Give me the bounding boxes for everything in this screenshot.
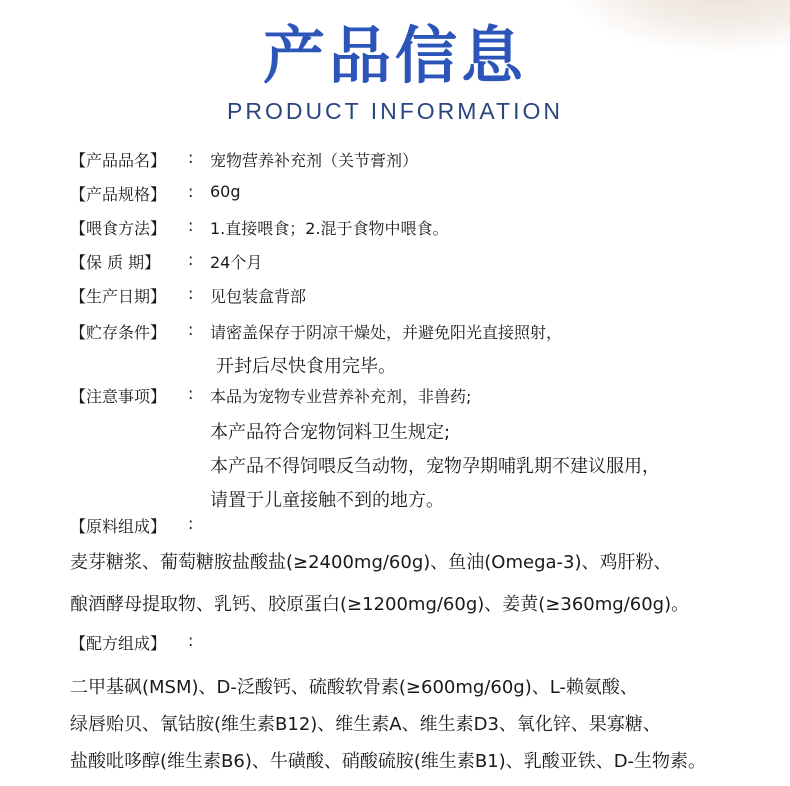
field-label: 【原料组成】	[70, 517, 167, 536]
ingredients-line: 酿酒酵母提取物、乳钙、胶原蛋白(≥1200mg/60g)、姜黄(≥360mg/60g)。	[70, 594, 690, 615]
formula-line: 盐酸吡哆醇(维生素B6)、牛磺酸、硝酸硫胺(维生素B1)、乳酸亚铁、D-生物素。	[70, 751, 707, 772]
storage-continuation: 开封后尽快食用完毕。	[216, 356, 396, 377]
field-colon: :	[188, 182, 194, 201]
field-shelf-life	[70, 250, 262, 273]
field-ingredients	[70, 514, 210, 537]
formula-line: 二甲基砜(MSM)、D-泛酸钙、硫酸软骨素(≥600mg/60g)、L-赖氨酸、	[70, 677, 638, 698]
formula-line: 绿唇贻贝、氰钴胺(维生素B12)、维生素A、维生素D3、氧化锌、果寡糖、	[70, 714, 661, 735]
field-label: 【产品品名】	[70, 151, 167, 170]
field-colon: :	[188, 148, 194, 167]
field-notes	[70, 384, 471, 407]
field-label: 【配方组成】	[70, 634, 167, 653]
field-label: 【注意事项】	[70, 387, 167, 406]
page-title: 产品信息	[262, 19, 527, 92]
field-value: 24个月	[210, 253, 263, 272]
page-subtitle: PRODUCT INFORMATION	[227, 98, 563, 124]
field-label: 【产品规格】	[70, 185, 167, 204]
field-value: 60g	[210, 182, 241, 201]
field-value: 请密盖保存于阴凉干燥处，并避免阳光直接照射，	[210, 323, 563, 342]
field-label: 【贮存条件】	[70, 323, 167, 342]
field-value: 宠物营养补充剂（关节膏剂）	[210, 151, 419, 170]
field-label: 【喂食方法】	[70, 219, 167, 238]
field-value: 1.直接喂食；2.混于食物中喂食。	[210, 219, 449, 238]
field-feeding-method	[70, 216, 449, 239]
field-colon: :	[188, 384, 194, 403]
field-colon: :	[188, 320, 194, 339]
field-storage	[70, 320, 562, 343]
field-value: 本品为宠物专业营养补充剂，非兽药;	[210, 387, 472, 406]
field-colon: :	[188, 216, 194, 235]
field-colon: :	[188, 284, 194, 303]
field-production-date	[70, 284, 306, 307]
ingredients-line: 麦芽糖浆、葡萄糖胺盐酸盐(≥2400mg/60g)、鱼油(Omega-3)、鸡肝粉、	[70, 552, 672, 573]
field-colon: :	[188, 250, 194, 269]
field-label: 【生产日期】	[70, 287, 167, 306]
field-colon: :	[188, 514, 194, 533]
field-colon: :	[188, 631, 194, 650]
field-label: 【保 质 期】	[70, 253, 161, 272]
notes-line: 请置于儿童接触不到的地方。	[210, 490, 444, 511]
notes-line: 本产品符合宠物饲料卫生规定;	[210, 422, 451, 443]
field-product-name	[70, 148, 418, 171]
field-value: 见包装盒背部	[210, 287, 307, 306]
notes-line: 本产品不得饲喂反刍动物，宠物孕期哺乳期不建议服用，	[210, 456, 660, 477]
field-spec	[70, 182, 241, 205]
field-formula	[70, 631, 210, 654]
